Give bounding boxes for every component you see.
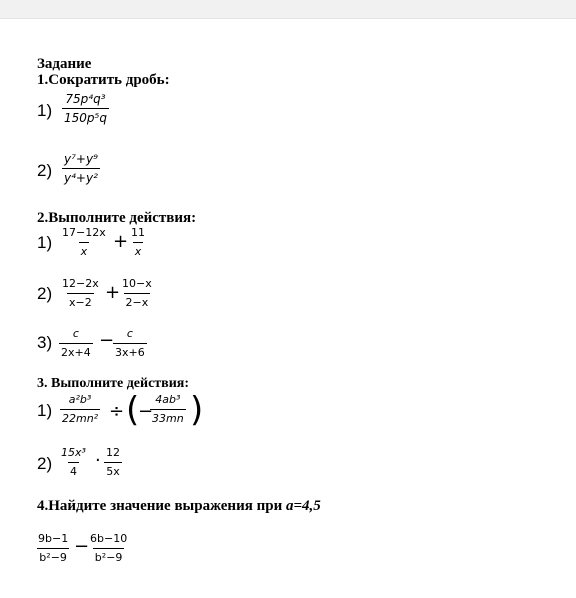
minus-operator: − xyxy=(74,536,90,557)
task2-item2-fraction-b xyxy=(120,277,154,310)
task1-item1-label: 1) xyxy=(37,101,53,120)
task2-heading: 2.Выполните действия: xyxy=(37,210,197,226)
numerator: a²b³ xyxy=(68,393,92,406)
denominator: x xyxy=(133,242,144,259)
numerator: 12 xyxy=(106,446,120,459)
denominator: 150p⁵q xyxy=(62,108,109,125)
close-parenthesis: ) xyxy=(190,390,204,430)
denominator: x xyxy=(79,242,90,259)
task3-item2-fraction-b xyxy=(104,446,122,479)
divide-operator: ÷ xyxy=(109,401,125,422)
numerator: c xyxy=(126,327,133,340)
top-bar xyxy=(0,0,576,19)
task1-item1-fraction xyxy=(62,92,109,125)
task2-item1-label: 1) xyxy=(37,233,53,252)
task4-fraction-b xyxy=(88,532,129,565)
denominator: 2−x xyxy=(124,293,151,310)
numerator: 4ab³ xyxy=(155,393,181,406)
task3-item2-fraction-a xyxy=(59,446,88,479)
numerator: 10−x xyxy=(122,277,152,290)
task2-item1-fraction-b xyxy=(129,226,147,259)
numerator: 75p⁴q³ xyxy=(65,92,106,106)
numerator: 9b−1 xyxy=(38,532,69,545)
task1-heading: 1.Сократить дробь: xyxy=(37,72,170,88)
denominator: 33mn xyxy=(150,409,186,426)
denominator: 22mn² xyxy=(60,409,100,426)
task1-item2-fraction xyxy=(62,152,100,185)
page-title: Задание xyxy=(37,56,92,72)
plus-operator: + xyxy=(113,231,129,252)
denominator: 3x+6 xyxy=(113,343,147,360)
denominator: b²−9 xyxy=(93,548,125,565)
task4-fraction-a xyxy=(36,532,70,565)
denominator: 4 xyxy=(68,462,79,479)
task2-item2-fraction-a xyxy=(60,277,101,310)
numerator: y⁷+y⁹ xyxy=(64,152,98,166)
numerator: 12−2x xyxy=(62,277,99,290)
multiply-operator: · xyxy=(95,450,101,471)
task3-heading: 3. Выполните действия: xyxy=(37,376,190,391)
denominator: 2x+4 xyxy=(59,343,93,360)
task1-item2-label: 2) xyxy=(37,161,53,180)
task4-heading-variable: a=4,5 xyxy=(285,498,321,514)
task3-item2-label: 2) xyxy=(37,454,53,473)
minus-operator: − xyxy=(99,330,115,351)
plus-operator: + xyxy=(105,282,121,303)
numerator: 6b−10 xyxy=(90,532,128,545)
denominator: y⁴+y² xyxy=(62,168,100,185)
task3-item1-fraction-a xyxy=(60,393,100,426)
task3-item1-label: 1) xyxy=(37,401,53,420)
denominator: 5x xyxy=(104,462,122,479)
denominator: x−2 xyxy=(67,293,94,310)
task3-item1-fraction-b xyxy=(150,393,186,426)
open-parenthesis: ( xyxy=(126,390,140,430)
task2-item3-label: 3) xyxy=(37,333,53,352)
task4-heading xyxy=(37,498,321,515)
task2-item3-fraction-a xyxy=(59,327,93,360)
denominator: b²−9 xyxy=(37,548,69,565)
numerator: 15x³ xyxy=(61,446,86,459)
task2-item3-fraction-b xyxy=(113,327,147,360)
numerator: c xyxy=(72,327,79,340)
task2-item2-label: 2) xyxy=(37,284,53,303)
numerator: 17−12x xyxy=(62,226,106,239)
minus-operator: − xyxy=(138,401,154,422)
task2-item1-fraction-a xyxy=(60,226,108,259)
task4-heading-text: 4.Найдите значение выражения при xyxy=(37,498,286,514)
numerator: 11 xyxy=(131,226,145,239)
